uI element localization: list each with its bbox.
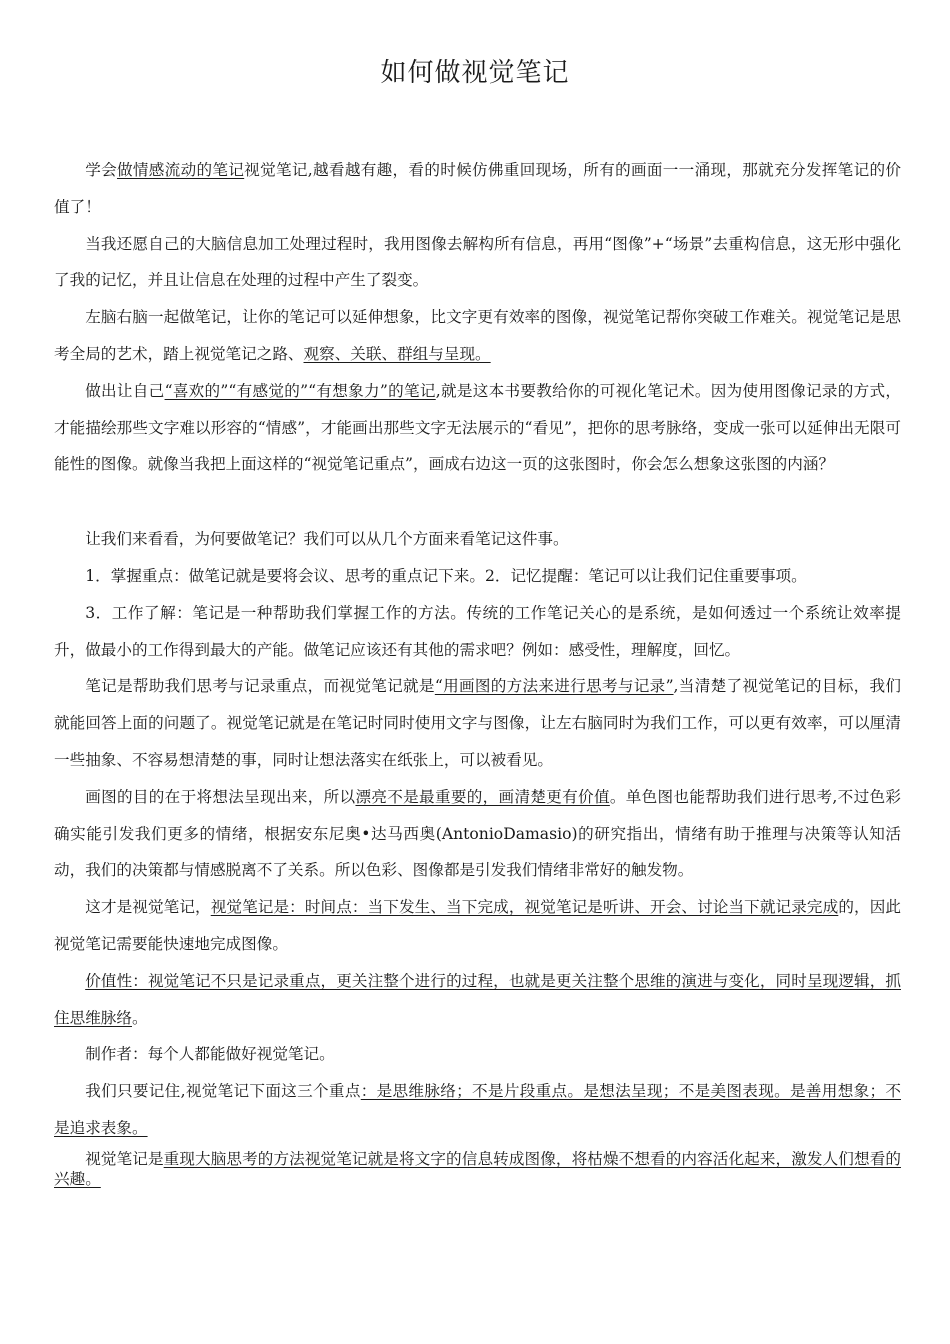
underlined-text: “用画图的方法来进行思考与记录” (434, 677, 674, 696)
text: 做出让自己 (85, 381, 165, 400)
text: 学会 (85, 161, 117, 179)
text: 视觉笔记是 (85, 1149, 164, 1168)
text: 视觉笔记,越看越有趣，看的时候仿佛重回现场，所有的画面一一涌现，那就充分发挥笔记的价值了！ (54, 161, 901, 216)
underlined-text: 视觉笔记是：时间点：当下发生、当下完成，视觉笔记是听讲、开会、讨论当下就记录完成 (210, 898, 839, 917)
paragraph-11 (54, 963, 901, 1037)
paragraph-gap (54, 483, 901, 521)
underlined-text: 做情感流动的笔记 (116, 161, 245, 179)
text: 制作者：每个人都能做好视觉笔记。 (85, 1045, 335, 1064)
paragraph-3 (54, 299, 901, 373)
paragraph-6 (54, 558, 901, 595)
paragraph-8 (54, 668, 901, 778)
text: 画图的目的在于将想法呈现出来，所以 (85, 787, 356, 806)
underlined-text: 价值性：视觉笔记不只是记录重点，更关注整个进行的过程，也就是更关注整个思维的演进与变化，同时呈现逻辑，抓住思维脉络 (54, 971, 901, 1027)
paragraph-12 (54, 1036, 901, 1073)
paragraph-10 (54, 889, 901, 963)
text: 左脑右脑一起做笔记，让你的笔记可以延伸想象，比文字更有效率的图像，视觉笔记帮你突破工作难关。视觉笔记是思考全局的艺术，踏上视觉笔记之路、 (54, 308, 901, 363)
text: ,就是这本书要教给你的可视化笔记术。因为使用图像记录的方式，才能描绘那些文字难以形容的“情感”，才能画出那些文字无法展示的“看见”，把你的思考脉络，变成一张可以延伸出无限可能性的图像。就像当我把上面这样的“视觉笔记重点”，画成右边这一页的这张图时，你会怎么想象这张图的内涵？ (54, 381, 901, 474)
text: 我们只要记住,视觉笔记下面这三个重点 (85, 1082, 361, 1101)
underlined-text: 观察、关联、群组与呈现。 (303, 344, 491, 363)
paragraph-4 (54, 373, 901, 483)
text: 。单色图也能帮助我们进行思考,不过色彩确实能引发我们更多的情绪，根据安东尼奥•达马西奥(AntonioDamasio)的研究指出，情绪有助于推理与决策等认知活动，我们的决策都与情感脱离不了关系。所以色彩、图像都是引发我们情绪非常好的触发物。 (54, 787, 901, 880)
underlined-text: 重现大脑思考的方法视觉笔记就是将文字的信息转成图像，将枯燥不想看的内容活化起来，激发人们想看的兴趣。 (54, 1149, 901, 1188)
text: 让我们来看看，为何要做笔记？我们可以从几个方面来看笔记这件事。 (85, 530, 569, 549)
text: 当我还愿自己的大脑信息加工处理过程时，我用图像去解构所有信息，再用“图像”+“场景”去重构信息，这无形中强化了我的记忆，并且让信息在处理的过程中产生了裂变。 (54, 234, 901, 290)
underlined-text: ：是思维脉络；不是片段重点。是想法呈现；不是美图表现。是善用想象；不是追求表象。 (54, 1082, 901, 1137)
text: 的，因此视觉笔记需要能快速地完成图像。 (54, 898, 901, 953)
text: 3．工作了解：笔记是一种帮助我们掌握工作的方法。传统的工作笔记关心的是系统，是如何透过一个系统让效率提升，做最小的工作得到最大的产能。做笔记应该还有其他的需求吧？例如：感受性，理解度，回忆。 (54, 603, 901, 659)
page-title: 如何做视觉笔记 (380, 58, 570, 88)
text: ,当清楚了视觉笔记的目标，我们就能回答上面的问题了。视觉笔记就是在笔记时同时使用文字与图像，让左右脑同时为我们工作，可以更有效率，可以厘清一些抽象、不容易想清楚的事，同时让想法落实在纸张上，可以被看见。 (54, 677, 901, 769)
paragraph-14 (54, 1149, 901, 1189)
underlined-text: 漂亮不是最重要的，画清楚更有价值 (355, 787, 610, 806)
text: 。 (131, 1008, 148, 1027)
text: 1．掌握重点：做笔记就是要将会议、思考的重点记下来。2．记忆提醒：笔记可以让我们记住重要事项。 (85, 566, 807, 585)
paragraph-13 (54, 1073, 901, 1147)
paragraph-1 (54, 152, 901, 226)
paragraph-9 (54, 779, 901, 889)
text: 这才是视觉笔记， (85, 898, 211, 917)
document-body (54, 152, 901, 1189)
underlined-text: “喜欢的”“有感觉的”“有想象力”的笔记 (164, 381, 436, 400)
text: 笔记是帮助我们思考与记录重点，而视觉笔记就是 (85, 677, 435, 696)
paragraph-2 (54, 226, 901, 300)
paragraph-5 (54, 521, 901, 558)
paragraph-7 (54, 595, 901, 669)
